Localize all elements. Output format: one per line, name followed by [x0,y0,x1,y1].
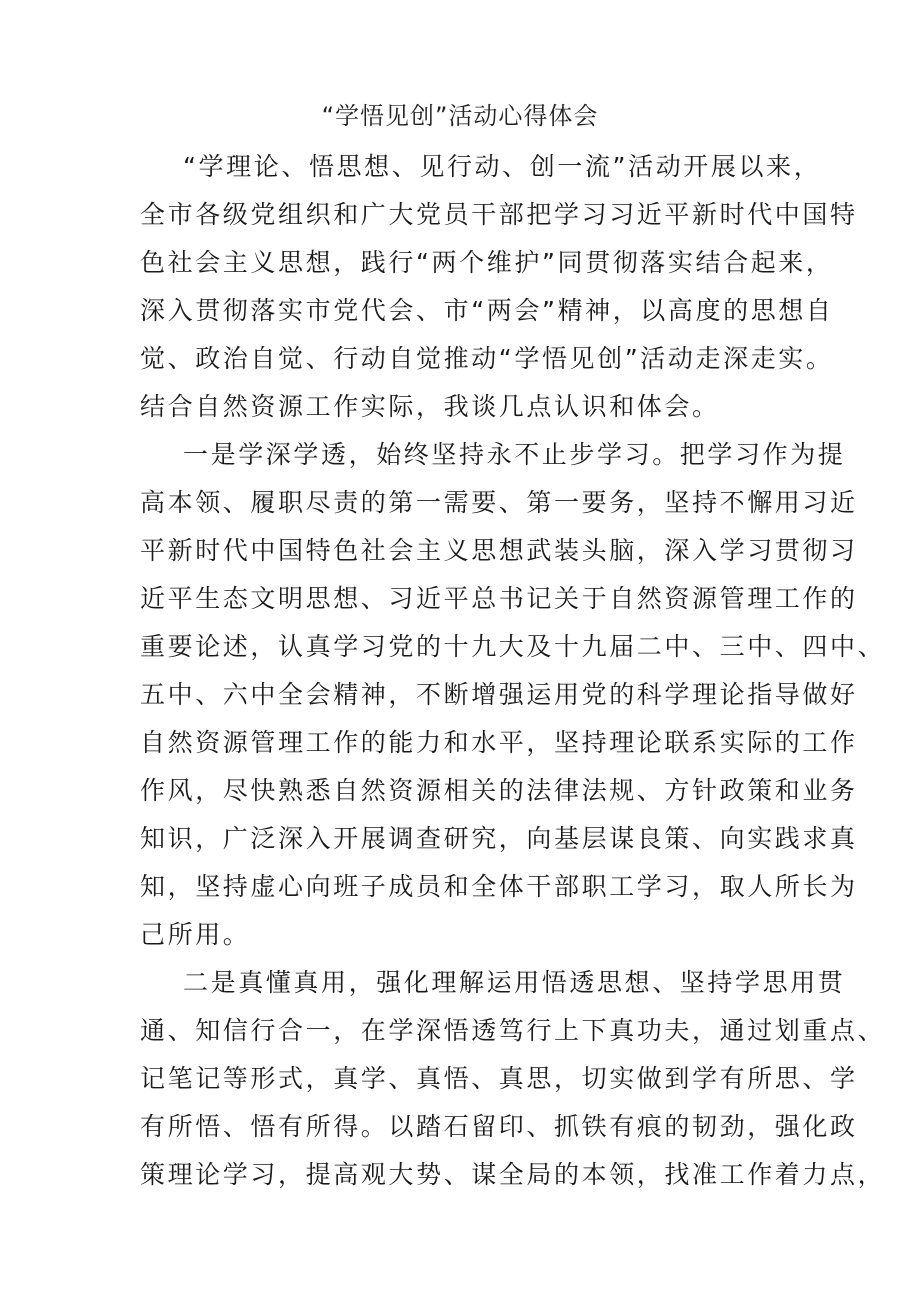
paragraph-2-line-8: 作风，尽快熟悉自然资源相关的法律法规、方针政策和业务 [140,776,858,805]
paragraph-1-line-4: 深入贯彻落实市党代会、市“两会”精神，以高度的思想自 [140,296,834,325]
paragraph-2-line-4: 近平生态文明思想、习近平总书记关于自然资源管理工作的 [140,584,858,613]
paragraph-3-line-2: 通、知信行合一，在学深悟透笃行上下真功夫，通过划重点、 [140,1016,886,1045]
paragraph-2-line-1: 一是学深学透，始终坚持永不止步学习。把学习作为提 [183,440,846,469]
paragraph-3-line-1: 二是真懂真用，强化理解运用悟透思想、坚持学思用贯 [183,968,846,997]
paragraph-2-line-5: 重要论述，认真学习党的十九大及十九届二中、三中、四中、 [140,632,886,661]
paragraph-2-line-6: 五中、六中全会精神，不断增强运用党的科学理论指导做好 [140,680,858,709]
paragraph-1-line-3: 色社会主义思想，践行“两个维护”同贯彻落实结合起来， [140,248,834,277]
paragraph-1-line-6: 结合自然资源工作实际，我谈几点认识和体会。 [140,392,720,421]
paragraph-2-line-9: 知识，广泛深入开展调查研究，向基层谋良策、向实践求真 [140,824,858,853]
paragraph-2-line-7: 自然资源管理工作的能力和水平，坚持理论联系实际的工作 [140,728,858,757]
paragraph-2-line-10: 知，坚持虚心向班子成员和全体干部职工学习，取人所长为 [140,872,858,901]
paragraph-2-line-3: 平新时代中国特色社会主义思想武装头脑，深入学习贯彻习 [140,536,858,565]
paragraph-3-line-5: 策理论学习，提高观大势、谋全局的本领，找准工作着力点， [140,1160,886,1189]
paragraph-2-line-11: 己所用。 [140,920,251,949]
paragraph-1-line-1: “学理论、悟思想、见行动、创一流”活动开展以来， [183,152,822,181]
paragraph-1-line-2: 全市各级党组织和广大党员干部把学习习近平新时代中国特 [140,200,858,229]
paragraph-2-line-2: 高本领、履职尽责的第一需要、第一要务，坚持不懈用习近 [140,488,858,517]
paragraph-3-line-3: 记笔记等形式，真学、真悟、真思，切实做到学有所思、学 [140,1064,858,1093]
document-title: “学悟见创”活动心得体会 [321,102,599,130]
paragraph-3-line-4: 有所悟、悟有所得。以踏石留印、抓铁有痕的韧劲，强化政 [140,1112,858,1141]
paragraph-1-line-5: 觉、政治自觉、行动自觉推动“学悟见创”活动走深走实。 [140,344,834,373]
